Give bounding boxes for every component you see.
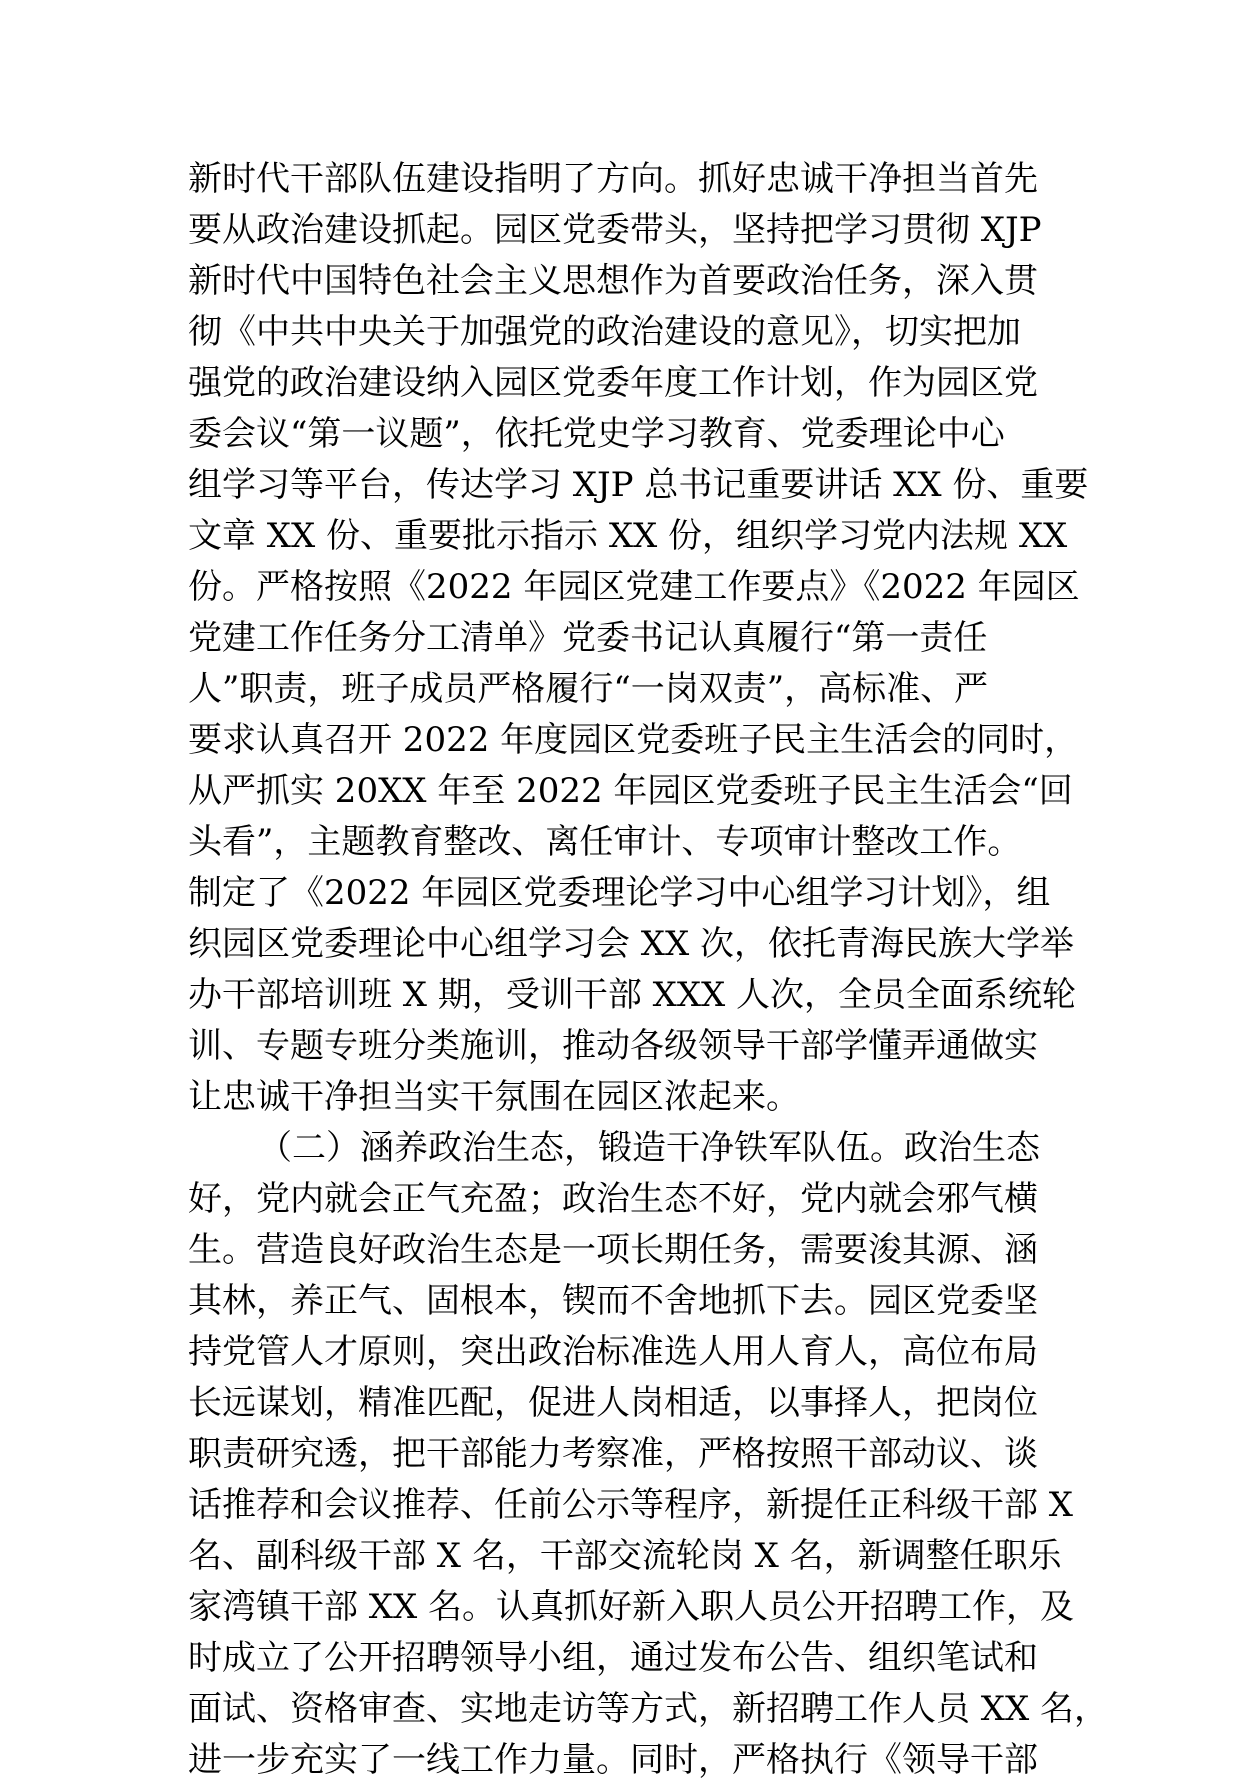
- text-line: 人”职责，班子成员严格履行“一岗双责”，高标准、严: [188, 669, 989, 709]
- text-line: 头看”，主题教育整改、离任审计、专项审计整改工作。: [188, 822, 1022, 862]
- text-line: 训、专题专班分类施训，推动各级领导干部学懂弄通做实: [188, 1026, 1038, 1066]
- text-line: 组学习等平台，传达学习 XJP 总书记重要讲话 XX 份、重要: [188, 465, 1089, 505]
- text-line: 持党管人才原则，突出政治标准选人用人育人，高位布局: [188, 1332, 1038, 1372]
- text-line: 进一步充实了一线工作力量。同时，严格执行《领导干部: [188, 1740, 1038, 1780]
- text-line: 话推荐和会议推荐、任前公示等程序，新提任正科级干部 X: [188, 1485, 1074, 1525]
- text-line: 长远谋划，精准匹配，促进人岗相适，以事择人，把岗位: [188, 1383, 1038, 1423]
- text-line: 织园区党委理论中心组学习会 XX 次，依托青海民族大学举: [188, 924, 1075, 964]
- text-line: 委会议“第一议题”，依托党史学习教育、党委理论中心: [188, 414, 1005, 454]
- text-line: 要从政治建设抓起。园区党委带头，坚持把学习贯彻 XJP: [188, 210, 1042, 250]
- text-line: 强党的政治建设纳入园区党委年度工作计划，作为园区党: [188, 363, 1038, 403]
- text-line: 份。严格按照《2022 年园区党建工作要点》《2022 年园区: [188, 567, 1080, 607]
- text-line: 其林，养正气、固根本，锲而不舍地抓下去。园区党委坚: [188, 1281, 1038, 1321]
- text-line: 好，党内就会正气充盈；政治生态不好，党内就会邪气横: [188, 1179, 1038, 1219]
- text-line: 让忠诚干净担当实干氛围在园区浓起来。: [188, 1077, 800, 1117]
- text-line: 生。营造良好政治生态是一项长期任务，需要浚其源、涵: [188, 1230, 1038, 1270]
- text-line: 党建工作任务分工清单》党委书记认真履行“第一责任: [188, 618, 988, 658]
- text-line: 要求认真召开 2022 年度园区党委班子民主生活会的同时，: [188, 720, 1079, 760]
- text-line: 办干部培训班 X 期，受训干部 XXX 人次，全员全面系统轮: [188, 975, 1077, 1015]
- text-line: 家湾镇干部 XX 名。认真抓好新入职人员公开招聘工作，及: [188, 1587, 1075, 1627]
- text-line: 制定了《2022 年园区党委理论学习中心组学习计划》，组: [188, 873, 1051, 913]
- text-line: 从严抓实 20XX 年至 2022 年园区党委班子民主生活会“回: [188, 771, 1073, 811]
- document-body: [188, 154, 1109, 1786]
- text-line: 彻《中共中央关于加强党的政治建设的意见》，切实把加: [188, 312, 1021, 352]
- text-line: 新时代中国特色社会主义思想作为首要政治任务，深入贯: [188, 261, 1038, 301]
- text-line: 名、副科级干部 X 名，干部交流轮岗 X 名，新调整任职乐: [188, 1536, 1062, 1576]
- text-line: 面试、资格审查、实地走访等方式，新招聘工作人员 XX 名，: [188, 1689, 1109, 1729]
- text-line: 新时代干部队伍建设指明了方向。抓好忠诚干净担当首先: [188, 159, 1038, 199]
- text-line: 文章 XX 份、重要批示指示 XX 份，组织学习党内法规 XX: [188, 516, 1068, 556]
- text-line: 时成立了公开招聘领导小组，通过发布公告、组织笔试和: [188, 1638, 1038, 1678]
- section-heading-line: （二）涵养政治生态，锻造干净铁军队伍。政治生态: [258, 1128, 1040, 1168]
- text-line: 职责研究透，把干部能力考察准，严格按照干部动议、谈: [188, 1434, 1038, 1474]
